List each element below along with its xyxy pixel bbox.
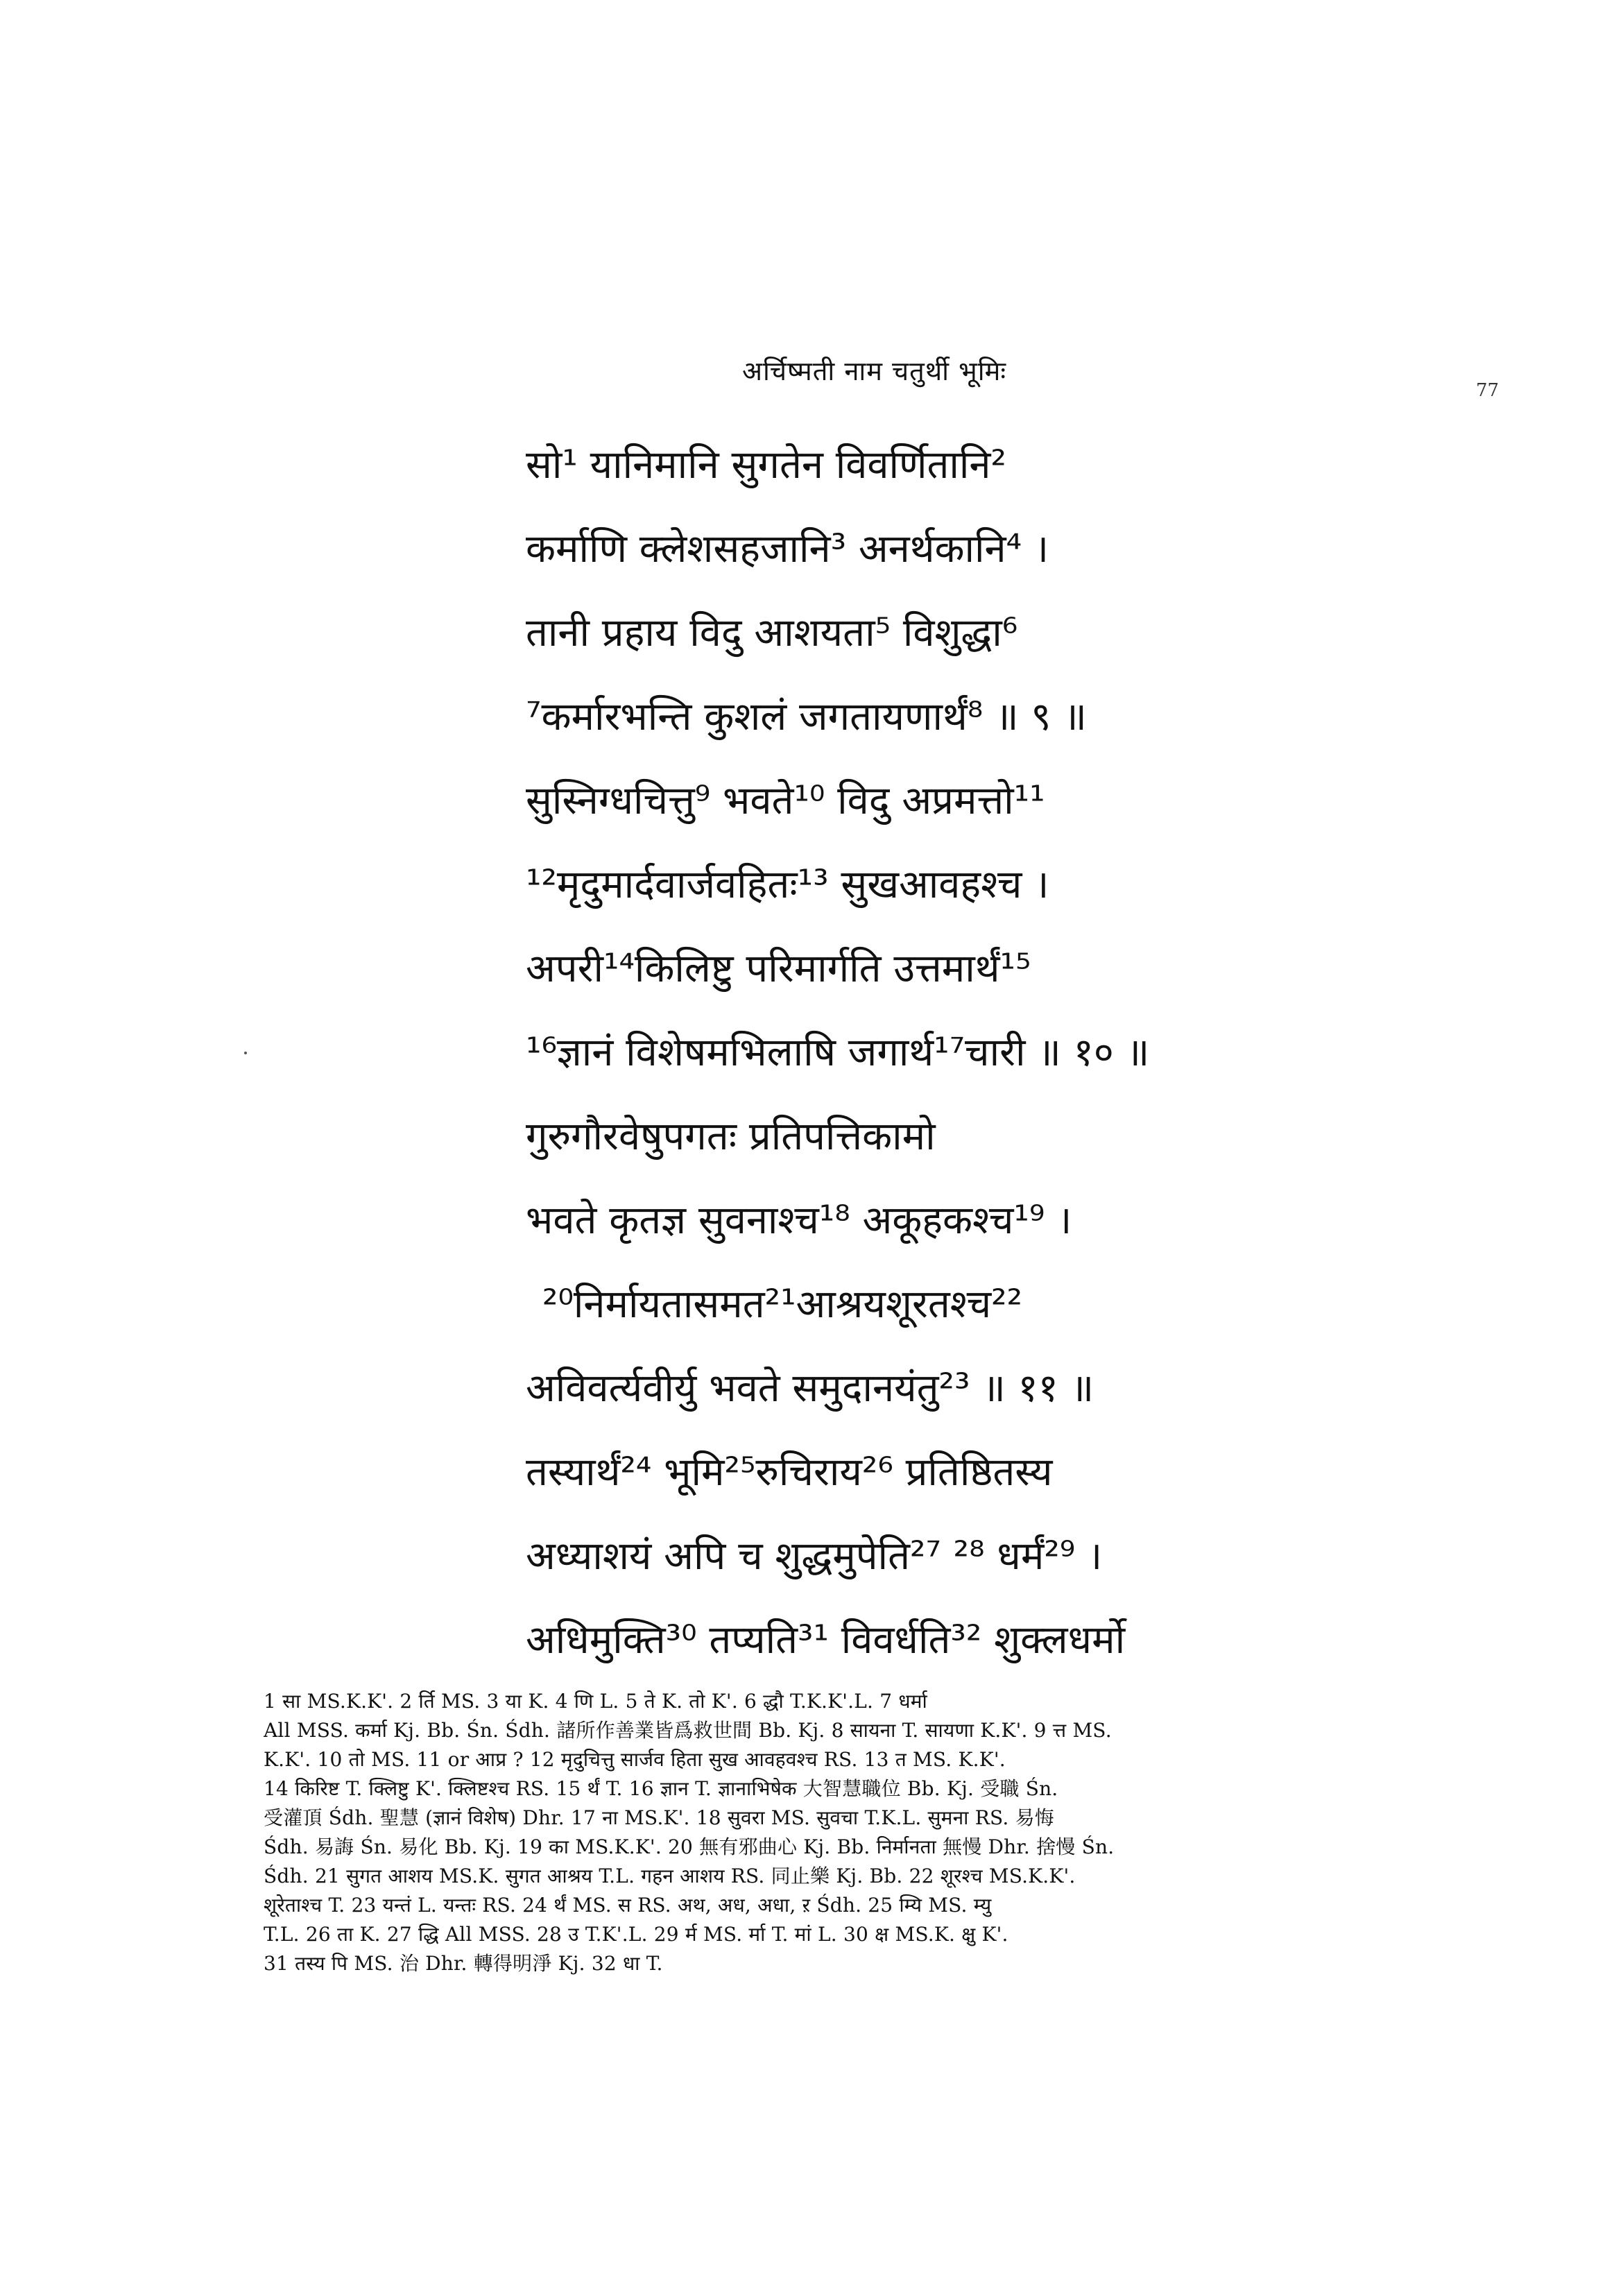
footnote-line: Śdh. 21 सुगत आशय MS.K. सुगत आश्रय T.L. गहन आशय RS. 同止樂 Kj. Bb. 22 शूरश्च MS.K.K'. [264, 1865, 1076, 1887]
verse-line: ⁷कर्मारभन्ति कुशलं जगतायणार्थं⁸ ॥ ९ ॥ [526, 694, 1087, 739]
footnotes [264, 1687, 1450, 1978]
footnote-line: All MSS. कर्मा Kj. Bb. Śn. Śdh. 諸所作善業皆爲救世間 Bb. Kj. 8 सायना T. सायणा K.K'. 9 त्त MS. [264, 1719, 1112, 1742]
verse-line: तस्यार्थं²⁴ भूमि²⁵रुचिराय²⁶ प्रतिष्ठितस्य [526, 1450, 1053, 1495]
footnote-line: 受灌頂 Śdh. 聖慧 (ज्ञानं विशेष) Dhr. 17 ना MS.K'. 18 सुवरा MS. सुवचा T.K.L. सुमना RS. 易悔 [264, 1806, 1054, 1829]
verse-line: अधिमुक्ति³⁰ तप्यति³¹ विवर्धति³² शुक्लधर्मो [526, 1618, 1126, 1663]
verse-line: ¹⁶ज्ञानं विशेषमभिलाषि जगार्थ¹⁷चारी ॥ १० ॥ [526, 1030, 1150, 1075]
verse-line: गुरुगौरवेषुपगतः प्रतिपत्तिकामो [526, 1114, 936, 1159]
verse-line: अविवर्त्यवीर्यु भवते समुदानयंतु²³ ॥ ११ ॥ [526, 1366, 1094, 1411]
footnote-line: Śdh. 易誨 Śn. 易化 Bb. Kj. 19 का MS.K.K'. 20 無有邪曲心 Kj. Bb. निर्मानता 無慢 Dhr. 捨慢 Śn. [264, 1835, 1115, 1858]
footnote-line: 14 किरिष्ट T. क्लिष्टु K'. क्लिष्टश्च RS. 15 र्थं T. 16 ज्ञान T. ज्ञानाभिषेक 大智慧職位 Bb. Kj. 受職 Śn. [264, 1777, 1058, 1800]
verse-line: अपरी¹⁴किलिष्टु परिमार्गति उत्तमार्थं¹⁵ [526, 946, 1031, 991]
footnote-line: शूरेताश्च T. 23 यन्तं L. यन्तः RS. 24 र्थं MS. स RS. अथ, अध, अधा, ऱ Śdh. 25 म्यि MS. म्यु [264, 1894, 992, 1917]
running-title: अर्चिष्मती नाम चतुर्थी भूमिः [742, 356, 1007, 386]
page-number: 77 [1476, 380, 1500, 401]
footnote-line: 31 तस्य पि MS. 治 Dhr. 轉得明淨 Kj. 32 धा T. [264, 1952, 663, 1975]
footnote-line: T.L. 26 ता K. 27 द्धि All MSS. 28 उ T.K'.L. 29 र्म MS. र्मा T. मां L. 30 क्ष MS.K. क्षु K'. [264, 1923, 1008, 1946]
verse-line: सुस्निग्धचित्तु⁹ भवते¹⁰ विदु अप्रमत्तो¹¹ [526, 778, 1045, 823]
verse-line: ²⁰निर्मायतासमत²¹आश्रयशूरतश्च²² [542, 1282, 1023, 1327]
verse-line: सो¹ यानिमानि सुगतेन विवर्णितानि² [526, 443, 1006, 488]
scan-speck [244, 1052, 247, 1054]
verse-line: भवते कृतज्ञ सुवनाश्च¹⁸ अकूहकश्च¹⁹ । [526, 1198, 1072, 1243]
verse-line: ¹²मृदुमार्दवार्जवहितः¹³ सुखआवहश्च । [526, 862, 1049, 907]
verse-line: तानी प्रहाय विदु आशयता⁵ विशुद्धा⁶ [526, 610, 1018, 656]
footnote-line: 1 सा MS.K.K'. 2 र्ति MS. 3 या K. 4 णि L. 5 ते K. तो K'. 6 द्धौ T.K.K'.L. 7 धर्मा [264, 1690, 927, 1713]
verse-block [526, 423, 1427, 1682]
verse-line: कर्माणि क्लेशसहजानि³ अनर्थकानि⁴ । [526, 526, 1049, 572]
footnote-line: K.K'. 10 तो MS. 11 or आप्र ? 12 मृदुचित्तु सार्जव हिता सुख आवहवश्च RS. 13 त MS. K.K'. [264, 1748, 1006, 1771]
verse-line: अध्याशयं अपि च शुद्धमुपेति²⁷ ²⁸ धर्मं²⁹ । [526, 1534, 1103, 1579]
